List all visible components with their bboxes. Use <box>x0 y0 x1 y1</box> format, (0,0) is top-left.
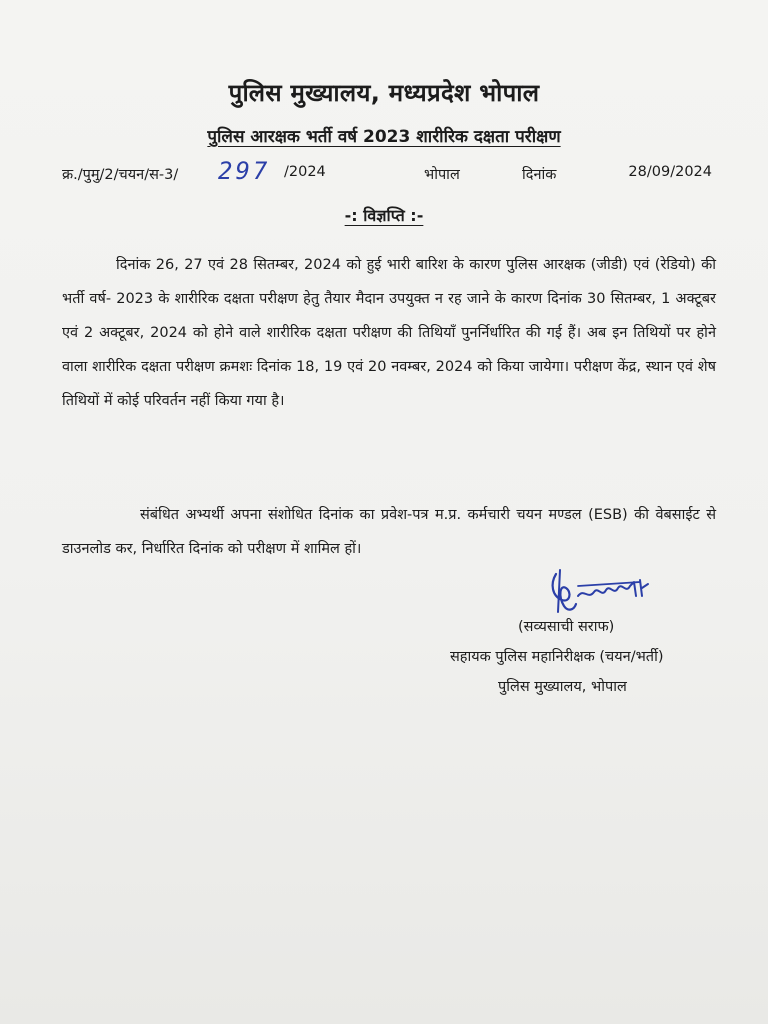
reference-line <box>62 157 712 192</box>
reference-year: /2024 <box>284 164 326 180</box>
reference-prefix: क्र./पुमु/2/चयन/स-3/ <box>62 167 179 183</box>
signatory-name: (सव्यसाची सराफ) <box>518 619 615 635</box>
date-label: दिनांक <box>522 167 557 183</box>
notice-paragraph-1: दिनांक 26, 27 एवं 28 सितम्बर, 2024 को हुई भारी बारिश के कारण पुलिस आरक्षक (जीडी) एवं (रेडियो) की भर्ती वर्ष- 2023 के शारीरिक दक्षता परीक्षण हेतु तैयार मैदान उपयुक्त न रह जाने के कारण दिनांक 30 सितम्बर, 1 अक्टूबर एवं 2 अक्टूबर, 2024 को होने वाले शारीरिक दक्षता परीक्षण की तिथियाँ पुनर्निर्धारित की गई हैं। अब इन तिथियों पर होने वाला शारीरिक दक्षता परीक्षण क्रमशः दिनांक 18, 19 एवं 20 नवम्बर, 2024 को किया जायेगा। परीक्षण केंद्र, स्थान एवं शेष तिथियों में कोई परिवर्तन नहीं किया गया है। <box>62 257 716 409</box>
notice-date: 28/09/2024 <box>628 164 712 180</box>
reference-number-handwritten: 297 <box>218 157 271 185</box>
reference-place: भोपाल <box>424 167 460 183</box>
handwritten-signature <box>548 566 658 616</box>
signatory-block <box>440 612 740 702</box>
notice-subject: पुलिस आरक्षक भर्ती वर्ष 2023 शारीरिक दक्षता परीक्षण <box>207 127 561 147</box>
signatory-office: पुलिस मुख्यालय, भोपाल <box>498 679 627 695</box>
notice-paragraph-2: संबंधित अभ्यर्थी अपना संशोधित दिनांक का प्रवेश-पत्र म.प्र. कर्मचारी चयन मण्डल (ESB) की वेबसाईट से डाउनलोड कर, निर्धारित दिनांक को परीक्षण में शामिल हों। <box>62 507 716 557</box>
office-title: पुलिस मुख्यालय, मध्यप्रदेश भोपाल <box>228 79 540 107</box>
signatory-designation: सहायक पुलिस महानिरीक्षक (चयन/भर्ती) <box>450 649 664 665</box>
notice-heading: -: विज्ञप्ति :- <box>344 206 424 225</box>
